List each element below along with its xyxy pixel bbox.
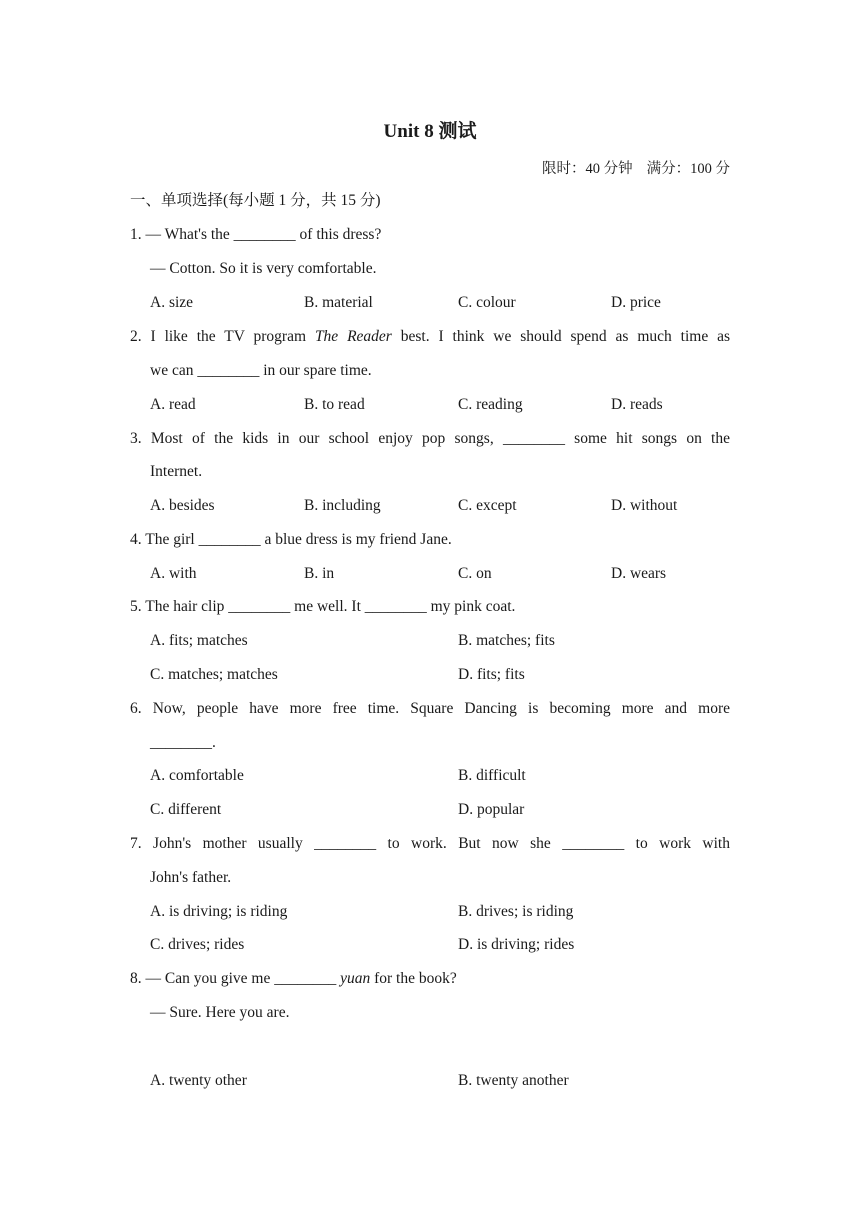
question-2-option-a: A. read	[150, 396, 196, 413]
question-1-option-c: C. colour	[458, 294, 516, 311]
question-4-option-a: A. with	[150, 565, 197, 582]
question-4-line-1: 4. The girl ________ a blue dress is my friend Jane.	[130, 531, 452, 548]
time-limit: 限时：40 分钟	[542, 161, 633, 177]
question-5-option-a: A. fits; matches	[150, 632, 248, 649]
full-score: 满分：100 分	[646, 161, 730, 177]
question-6-line-2: ________.	[150, 734, 216, 751]
question-1-option-a: A. size	[150, 294, 194, 311]
question-4-option-d: D. wears	[611, 565, 667, 582]
question-2-line-1	[130, 327, 730, 347]
question-2-text-a: 2. I like the TV program	[130, 328, 315, 345]
question-3-option-c: C. except	[458, 497, 517, 514]
question-8-text-b: for the book?	[370, 970, 457, 987]
question-6-option-d: D. popular	[458, 801, 525, 818]
question-7-option-c: C. drives; rides	[150, 936, 245, 953]
question-2-line-2: we can ________ in our spare time.	[150, 362, 372, 379]
question-5-option-d: D. fits; fits	[458, 666, 525, 683]
question-1-line-1: 1. — What's the ________ of this dress?	[130, 226, 382, 243]
page-title: Unit 8 测试	[383, 121, 477, 142]
question-7-option-d: D. is driving; rides	[458, 936, 575, 953]
question-8-option-a: A. twenty other	[150, 1072, 247, 1089]
question-8-text-a: 8. — Can you give me ________	[130, 970, 341, 987]
question-7-line-1: 7. John's mother usually ________ to work. But now she ________ to work with	[130, 835, 730, 852]
question-5-option-c: C. matches; matches	[150, 666, 278, 683]
question-4-option-b: B. in	[304, 565, 335, 582]
question-3-line-2: Internet.	[150, 463, 203, 480]
question-3-option-a: A. besides	[150, 497, 215, 514]
question-2-option-d: D. reads	[611, 396, 663, 413]
question-1-line-2: — Cotton. So it is very comfortable.	[150, 260, 377, 277]
question-7-option-a: A. is driving; is riding	[150, 903, 288, 920]
question-8-line-2: — Sure. Here you are.	[150, 1004, 290, 1021]
question-7-line-2: John's father.	[150, 869, 232, 886]
question-6-option-b: B. difficult	[458, 767, 526, 784]
section-heading: 一、单项选择(每小题 1 分，共 15 分)	[130, 192, 381, 209]
question-4-option-c: C. on	[458, 565, 492, 582]
question-3-line-1: 3. Most of the kids in our school enjoy pop songs, ________ some hit songs on the	[130, 430, 730, 447]
question-8-line-1	[130, 969, 457, 989]
question-5-option-b: B. matches; fits	[458, 632, 555, 649]
question-2-text-b: best. I think we should spend as much time as	[391, 328, 731, 345]
question-3-option-d: D. without	[611, 497, 678, 514]
yuan-word: yuan	[340, 970, 371, 987]
question-1-option-d: D. price	[611, 294, 661, 311]
question-2-option-b: B. to read	[304, 396, 365, 413]
question-3-option-b: B. including	[304, 497, 381, 514]
question-6-option-a: A. comfortable	[150, 767, 244, 784]
question-5-line-1: 5. The hair clip ________ me well. It ________ my pink coat.	[130, 598, 516, 615]
exam-meta	[542, 157, 730, 178]
question-7-option-b: B. drives; is riding	[458, 903, 574, 920]
question-8-option-b: B. twenty another	[458, 1072, 569, 1089]
program-title: The Reader	[314, 328, 392, 345]
question-6-line-1: 6. Now, people have more free time. Square Dancing is becoming more and more	[130, 700, 730, 717]
question-2-option-c: C. reading	[458, 396, 523, 413]
question-1-option-b: B. material	[304, 294, 373, 311]
question-6-option-c: C. different	[150, 801, 222, 818]
